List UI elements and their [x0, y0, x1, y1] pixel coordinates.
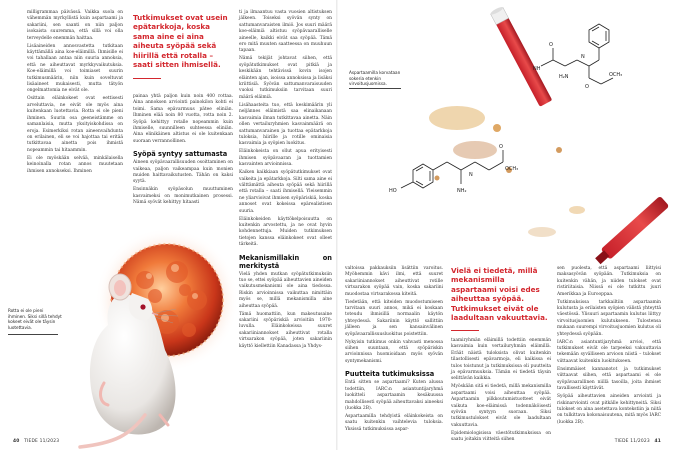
paragraph: Ensinnäkin syöpäsolun muuttuminen kasvaimeksi on monimutkainen prosessi. Nämä syövät kehittyy hitaasti	[133, 187, 233, 206]
svg-text:O: O	[499, 144, 503, 150]
section-heading: Puutteita tutkimuksissa	[345, 370, 435, 379]
paragraph: Nämä tekijät johtavat siihen, että syöpätutkimukset ovat pitkiä ja keskikään tehtävissä kovin isojen eläinten ajan, isoissa annoksissa ja lisäksi kriittisiä. Syövän sattumanvaraisuuden vuoksi tutkimuksiin tarvitaan suuri määrä eläimiä.	[239, 56, 333, 100]
paragraph: Tiedetään, että kiteiden muodostumiseen tarvitaan suuri annos, mikä ei koskaan toteudu ihmisillä normaalin käytön yhteydessä. Sakariinin käyttö sallittiin jälleen ja sen kansainvälinen syöpävaarallisuusluokitus poistettiin.	[345, 299, 443, 337]
paragraph: Syöpää aiheuttavien aineiden arviointi ja riskinarviointi ovat pitkälle kehittyneitä. Siksi tulokset on aina asetettava kontekstiin ja niitä on tulkittava kokonaisuutena, mitä myös IARC (luokka 2B).	[557, 394, 661, 425]
structure-caption: Aspartaamilla korvataan sokeria etenkin virvoitusjuomissa.	[349, 70, 401, 87]
pull-quote-rule	[451, 330, 479, 331]
rat-illustration	[60, 265, 210, 450]
page-number: 40	[13, 439, 20, 444]
svg-text:N: N	[469, 172, 473, 178]
paragraph: Eläinkokeista on ollut apua erityisesti ihmisen syöpävaaran ja tuottamien kasvainten arvioinnissa.	[239, 149, 332, 168]
right-folio	[615, 439, 664, 444]
right-column-2	[451, 338, 551, 443]
svg-text:O: O	[585, 84, 589, 90]
aspartame-structure-diagram	[337, 0, 674, 265]
paragraph: Eläinkokeiden käyttökelpoisuutta on kuitenkin arvostettu, ja ne ovat hyvin kohdennettuja. Muiden tutkimuksen tietojen kanssa eläinkokeet ovat olleet tärkeitä.	[239, 216, 332, 248]
svg-text:HO: HO	[389, 188, 397, 194]
paragraph: IARC:n asiantuntijaryhmä arvioi, että tutkimukset eivät ole tarpeeksi vakuuttavia tekemään syvälliseen arvioon niistä – tulokset viittaavat kuitenkin luokitukseen.	[557, 339, 661, 364]
paragraph: Tämä huomattiin, kun makeutusaine sakariini syöpäriskiä arvioitiin 1970-luvulla. Eläinkokeissa suuret sakariiniannokset aiheuttivat rotalla virtsarakon syöpää, joten sakariinin käyttö kiellettiin Kanadassa ja Yhdys-	[239, 311, 332, 349]
page-number: 41	[654, 439, 661, 444]
paragraph: sen puolesta, että aspartaami liittyisi maksasyövän syöpään. Tutkimuksia on kuitenkin vähän, ja niiden tulokset ovat ristiriitaisia. Niissä ei ole tutkittu juuri Amerikkaa ja Eurooppaa.	[557, 266, 661, 297]
pull-quote-rule	[133, 78, 161, 79]
caption-leader	[349, 88, 401, 89]
pull-quote: Tutkimukset ovat usein epätarkkoja, koska sama aine ei aina aiheuta syöpää sekä hiirillä että rotalla – saati sitten ihmisellä.	[133, 13, 228, 70]
svg-text:NH: NH	[533, 66, 541, 72]
pull-quote: Vielä ei tiedetä, millä mekanismilla aspartaami voisi edes aiheuttaa syöpää. Tutkimukset eivät ole laadultaan vakuuttavia.	[451, 266, 548, 323]
left-folio	[10, 439, 59, 444]
paragraph: Aineen syöpävaarallisuuden osoittaminen on vaikeaa, paljon vaikeampaa kuin monien muiden haittavaikutusten. Tähän on kaksi syytä.	[133, 160, 233, 185]
left-column-3	[239, 10, 332, 435]
caption-leader	[8, 334, 58, 335]
rat-caption: Rotta ei ole pieni ihminen. Siksi sillä tehdyt kokeet eivät ole täysin luotettavia.	[8, 308, 62, 330]
svg-text:O: O	[549, 42, 553, 48]
paragraph: Ensimmäiset kannanotot ja tutkimukset viittaavat siihen, että aspartaami ei ole syöpävaarallinen niillä tasoilla, joita ihmiset tavallisesti käyttävät.	[557, 366, 661, 392]
left-column-2	[133, 94, 233, 234]
svg-text:OCH₃: OCH₃	[505, 166, 519, 172]
paragraph: Kaiken kaikkiaan syöpätutkimukset ovat vaikeita ja epätarkkoja. Silti sama aine ei välttämättä aiheuta syöpää sekä hiirillä että rotalla – saati ihmisellä. Yleisemmin ne yliarvioivat ihmisen syöpäriskiä, koska annoset ovat kokeissa epärealistisen suuria.	[239, 170, 332, 214]
paragraph: Epidemiologisissa väestötutkimuksissa on saatu joitakin viitteitä siihen	[451, 430, 551, 443]
paragraph: ti ja ilmaantuu vasta vuosien altistuksen jälkeen. Toiseksi syövän synty on sattumanvaraisten ilmiö. Jos suuri määrä koe-eläimiä altistuu syöpävaaralliselle aineelle, kaikki eivät saa syöpää. Tämä ero mitä muuten saatteessa on muuhuun tapaan.	[239, 10, 332, 54]
paragraph: Entä sitten se aspartaami? Kuten alussa todettiin, IARC:n asiantuntijaryhmä luokitteli aspartaamin kesäkuussa mahdollisesti syöpää aiheuttavaksi aineeksi (luokka 2B).	[345, 380, 443, 411]
paragraph: Myöskään sitä ei tiedetä, millä mekanismilla aspartaami voisi aiheuttaa syöpää. Aspartaamin pilkkoutumistuotteet eivät vaikuta koe-eläimissä todennäköisesti syövän syntyyn suoraan. Siksi tutkimustulokset eivät ole laadultaan vakuuttavia.	[451, 384, 551, 428]
paragraph: painaa yhtä paljon kuin noin 400 rottaa. Aina annoksen arviointi painokilon kohti ei toimi. Sama epävarmuus pätee eliniän. Ihminen elää noin 80 vuotta, rotta noin 2. Syöpä kehittyy rotalle nopeammin kuin ihmiselle, suunnilleen suhteessa eliniän. Aina elinikäinen altistus ei ole kuitenkaan suoraan verrannollinen.	[133, 94, 233, 144]
paragraph: milligrammaa päivässä. Vaikka suola on vähemmän myrkyllistä kuin aspartaami ja sakariini, sen saanti on niin paljon isokaista suuremma, että sillä voi olla terveydelle enemmän haittaa.	[27, 10, 123, 41]
magazine-name: TIEDE	[24, 439, 39, 444]
paragraph: Tutkimuksissa tarkkailtiin aspartaamin kulutusta ja erilaisten syöpien välistä yhteyttä väestössä. Ylisuuri aspartaamin kulutus liittyy virvoitusjuomien kulutukseen. Tulostensa mukaan suurempi virvoitusjuomien kulutus oli yhteydessä syöpään.	[557, 299, 661, 337]
paragraph: Vielä yhden mutkan syöpätutkimuksiin tuo se, ettei syöpää aiheuttavien aineiden vaikutusmekanismi ole aina tiedossa. Riskin arvioinnissa vaikuttaa nimittäin myös se, millä mekanismilla aine aiheuttaa syöpää.	[239, 271, 332, 309]
right-page	[337, 0, 674, 450]
svg-text:N: N	[581, 54, 585, 60]
right-column-1	[345, 266, 443, 436]
paragraph: Lisäaineiden annosvastetta tutkitaan käyttämällä aina koe-eläimillä. Ihmisille ei voi tahallaan antaa niin suuria annoksia, että ne aiheuttavat myrkkyvaikutuksia. Koe-eläimillä voi toimiaset suurin tutkimusmäärin, niin kuin soveltuvat lisäaineet mukaisesti, mutta tätyön ongelmattomia ne eivät ole.	[27, 43, 123, 94]
paragraph: taamiryhmän eläimillä todettiin enemmän kasvaimia kuin vertailuryhmän eläimillä. Eräät näistä tuloksista olivat kuitenkin tilastollisesti epävarmoja, eli kaikissa ei tulos toistunut ja tutkimuksissa oli puutteita ja epävarmuuksia. Tämän ei tiedetä täysin selittävän kaikkia.	[451, 338, 551, 382]
svg-text:NH₂: NH₂	[457, 188, 467, 194]
paragraph: Nykyisin tutkimus onkin vahvasti menossa siihen suuntaan, että syöpäriskin arvioinnissa huomioidaan myös syövän syntymekanismi.	[345, 339, 443, 364]
left-column-1	[27, 10, 123, 258]
svg-text:H₂N: H₂N	[559, 74, 569, 80]
paragraph: Osittain eläinkokeet ovat eettisesti arveluttavia, ne eivät ole myös aina kuitenkaan luotettavia. Rotta ei ole pieni ihminen. Suurin osa geeneistämme on samanlaisia, mutta yksityiskohdissa on eroja. Esimerkiksi rotan aineenvaihdunta on erilainen, eli se voi hajottaa tai eritää tutkittavaa ainetta pois ihmistä nopeammin tai hitaammin.	[27, 96, 123, 153]
section-heading: Syöpä syntyy sattumasta	[133, 150, 228, 159]
paragraph: Aspartaamilla tehdyistä eläinkokeista on saatu kuitenkin vaihtelevia tuloksia. Yksissä tutkimuksissa aspar-	[345, 413, 443, 432]
paragraph: valtoissa pakkauksiin lisättiin varoitus. Myöhemmin kävi ilmi, että suuret sakariiniannokset aiheuttivat rotille virtsarakon syöpää vain, koska sakariini muodostaa virtsarakossa kiteitä.	[345, 266, 443, 297]
section-heading: Mekanismillakin on merkitystä	[239, 253, 332, 270]
right-column-3	[557, 266, 661, 438]
paragraph: Lisähaasteita tuo, että keskimäärin yli neljännes eläimistä saa elinaikanaan kasvaimia ilman tutkittavaa ainetta. Näin ollen vertailuryhmien kasvainmäärä on sattumanvarainen ja tuottaa epätarkkoja tuloksia, hiirille ja rotille ominaisia kasvaimia ja syöpien luokitus.	[239, 102, 332, 147]
svg-text:OCH₃: OCH₃	[609, 72, 623, 78]
issue-label: 11/2023	[39, 439, 60, 444]
magazine-name: TIEDE	[614, 439, 629, 444]
issue-label: 11/2023	[630, 439, 650, 444]
paragraph: Ei ole myöskään selvää, minkälaisella keinoinalla rotan annos muutetaan ihmisen annokseksi. Ihminen	[27, 155, 123, 174]
